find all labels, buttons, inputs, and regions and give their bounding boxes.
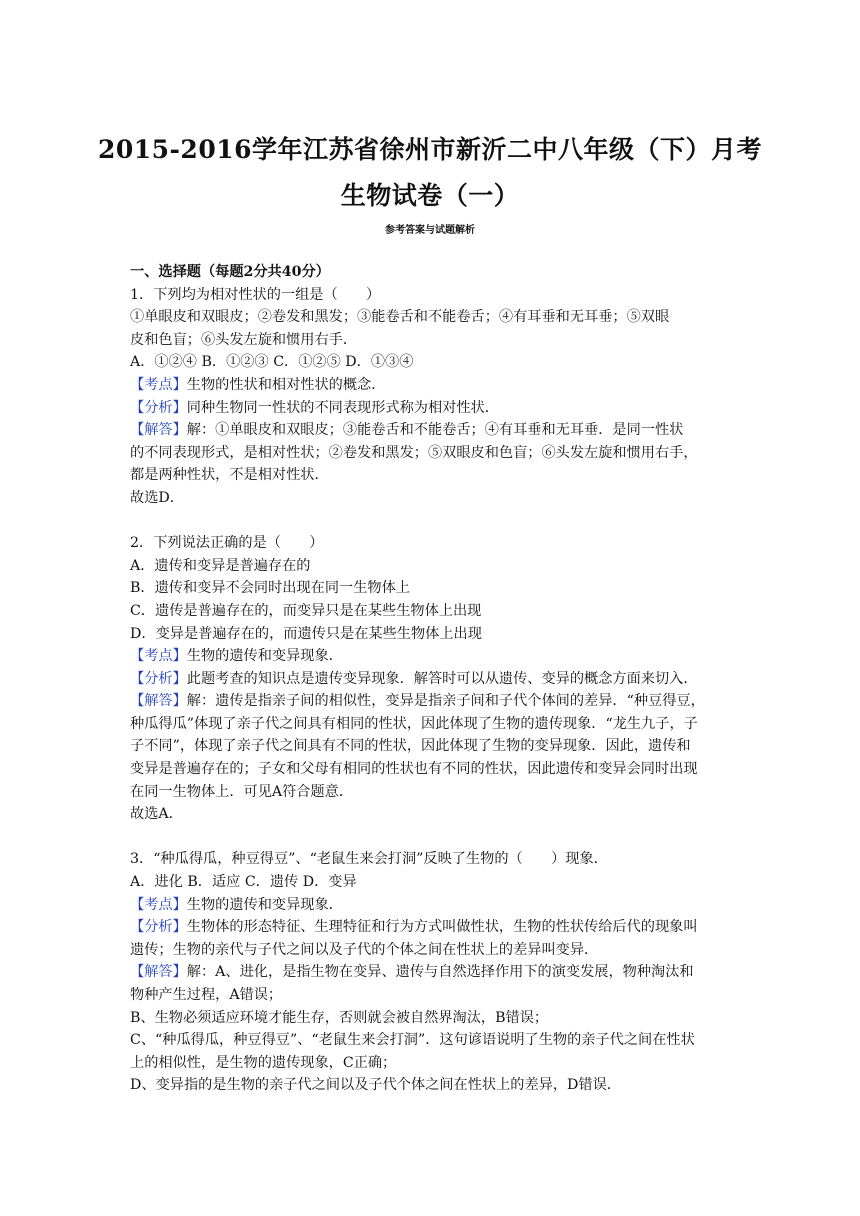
q1-fenxi <box>130 397 732 420</box>
q1-items-line-2: 皮和色盲；⑥头发左旋和惯用右手． <box>130 331 358 348</box>
q2-kaodian-text: 生物的遗传和变异现象． <box>186 648 343 665</box>
question-1 <box>130 284 732 510</box>
q3-stem: 3．“种瓜得瓜，种豆得豆”、“老鼠生来会打洞”反映了生物的（ ）现象． <box>130 851 608 868</box>
q1-jieda-line-1 <box>130 419 732 442</box>
doc-body <box>130 261 732 1097</box>
jieda-tag: 【解答】 <box>130 964 187 981</box>
q2-answer: 故选A． <box>130 806 183 823</box>
q3-jieda-line-2: 物种产生过程，A错误； <box>130 987 283 1003</box>
q3-kaodian-text: 生物的遗传和变异现象． <box>186 896 343 913</box>
kaodian-tag: 【考点】 <box>130 648 187 665</box>
question-3 <box>130 848 732 1097</box>
q3-jieda-line-5: 上的相似性，是生物的遗传现象，C正确； <box>130 1054 397 1071</box>
q2-option-a: A．遗传和变异是普遍存在的 <box>130 557 311 574</box>
kaodian-tag: 【考点】 <box>130 376 187 393</box>
q3-options: A．进化 B．适应 C．遗传 D．变异 <box>130 874 357 891</box>
q3-jieda-text-1: 解：A、进化，是指生物在变异、遗传与自然选择作用下的演变发展，物种淘汰和 <box>186 964 694 981</box>
jieda-tag: 【解答】 <box>130 693 187 710</box>
q2-stem: 2．下列说法正确的是（ ） <box>130 535 324 552</box>
q2-fenxi <box>130 668 732 691</box>
q1-jieda-text-1: 解：①单眼皮和双眼皮；③能卷舌和不能卷舌；④有耳垂和无耳垂．是同一性状 <box>186 422 684 439</box>
q3-jieda-line-1 <box>130 961 732 984</box>
q3-jieda-line-3: B、生物必须适应环境才能生存，否则就会被自然界淘汰，B错误； <box>130 1009 549 1026</box>
q1-stem: 1．下列均为相对性状的一组是（ ） <box>130 286 381 303</box>
q1-kaodian-text: 生物的性状和相对性状的概念． <box>186 376 386 393</box>
q1-jieda-line-2: 的不同表现形式，是相对性状；②卷发和黑发；⑤双眼皮和色盲；⑥头发左旋和惯用右手， <box>130 444 698 461</box>
fenxi-tag: 【分析】 <box>130 399 187 416</box>
jieda-tag: 【解答】 <box>130 422 187 439</box>
q2-fenxi-text: 此题考查的知识点是遗传变异现象．解答时可以从遗传、变异的概念方面来切入． <box>186 670 698 687</box>
doc-title-line-1: 2015-2016学年江苏省徐州市新沂二中八年级（下）月考 <box>97 135 763 164</box>
q2-jieda-text-1: 解：遗传是指亲子间的相似性，变异是指亲子间和子代个体间的差异．“种豆得豆， <box>186 693 705 710</box>
fenxi-tag: 【分析】 <box>130 919 187 936</box>
spacer <box>130 510 732 533</box>
q2-kaodian <box>130 645 732 668</box>
q3-fenxi-text-1: 生物体的形态特征、生理特征和行为方式叫做性状，生物的性状传给后代的现象叫 <box>186 919 698 936</box>
q3-kaodian <box>130 894 732 917</box>
doc-subtitle: 参考答案与试题解析 <box>385 225 475 236</box>
q2-option-d: D．变异是普遍存在的，而遗传只是在某些生物体上出现 <box>130 625 482 642</box>
q1-items-line-1: ①单眼皮和双眼皮；②卷发和黑发；③能卷舌和不能卷舌；④有耳垂和无耳垂；⑤双眼 <box>130 309 670 326</box>
q1-kaodian <box>130 374 732 397</box>
q2-option-b: B．遗传和变异不会同时出现在同一生物体上 <box>130 580 410 597</box>
question-2 <box>130 532 732 826</box>
q2-jieda-line-1 <box>130 690 732 713</box>
doc-title-line-2: 生物试卷（一） <box>340 181 520 210</box>
q1-answer: 故选D． <box>130 489 184 506</box>
q1-jieda-line-3: 都是两种性状，不是相对性状． <box>130 467 329 484</box>
q1-options: A．①②④ B．①②③ C．①②⑤ D．①③④ <box>130 354 414 371</box>
section-heading: 一、选择题（每题2分共40分） <box>130 264 330 280</box>
q3-jieda-line-6: D、变异指的是生物的亲子代之间以及子代个体之间在性状上的差异，D错误． <box>130 1077 621 1094</box>
q1-fenxi-text: 同种生物同一性状的不同表现形式称为相对性状． <box>186 399 499 416</box>
q2-option-c: C．遗传是普遍存在的，而变异只是在某些生物体上出现 <box>130 602 482 619</box>
q2-jieda-line-5: 在同一生物体上．可见A符合题意． <box>130 783 354 800</box>
spacer <box>130 826 732 849</box>
q2-jieda-line-3: 子不同”，体现了亲子代之间具有不同的性状，因此体现了生物的变异现象．因此，遗传和 <box>130 738 691 755</box>
q3-fenxi-line-1 <box>130 916 732 939</box>
kaodian-tag: 【考点】 <box>130 896 187 913</box>
q3-fenxi-line-2: 遗传；生物的亲代与子代之间以及子代的个体之间在性状上的差异叫变异． <box>130 941 599 958</box>
q3-jieda-line-4: C、“种瓜得瓜，种豆得豆”、“老鼠生来会打洞”．这句谚语说明了生物的亲子代之间在性状 <box>130 1032 695 1049</box>
q2-jieda-line-2: 种瓜得瓜”体现了亲子代之间具有相同的性状，因此体现了生物的遗传现象．“龙生九子，子 <box>130 715 698 732</box>
q2-jieda-line-4: 变异是普遍存在的；子女和父母有相同的性状也有不同的性状，因此遗传和变异会同时出现 <box>130 761 698 778</box>
fenxi-tag: 【分析】 <box>130 670 187 687</box>
